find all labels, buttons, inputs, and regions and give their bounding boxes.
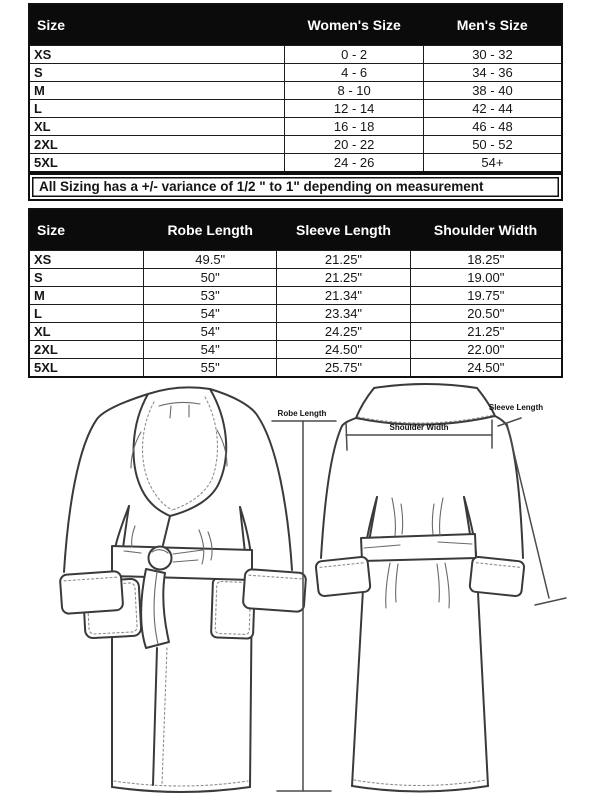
value-cell: 53" [144, 287, 277, 305]
size-cell: 5XL [29, 154, 285, 173]
shoulder-width-annotation [346, 420, 492, 450]
value-cell: 21.34" [277, 287, 410, 305]
table-row [29, 136, 562, 154]
value-cell: 24.50" [410, 359, 562, 378]
size-cell: S [29, 64, 285, 82]
size-cell: M [29, 287, 144, 305]
table-row [29, 305, 562, 323]
value-cell: 23.34" [277, 305, 410, 323]
size-cell: M [29, 82, 285, 100]
table-row [29, 251, 562, 269]
value-cell: 54+ [423, 154, 562, 173]
robe-measurements-table [28, 208, 563, 378]
value-cell: 54" [144, 323, 277, 341]
value-cell: 21.25" [410, 323, 562, 341]
value-cell: 8 - 10 [285, 82, 424, 100]
sizing-variance-note: All Sizing has a +/- variance of 1/2 " to 1" depending on measurement [28, 173, 563, 201]
value-cell: 50 - 52 [423, 136, 562, 154]
table-row [29, 269, 562, 287]
table-row [29, 341, 562, 359]
table-row [29, 287, 562, 305]
value-cell: 30 - 32 [423, 46, 562, 64]
shoulder-width-label: Shoulder Width [389, 423, 449, 432]
value-cell: 55" [144, 359, 277, 378]
value-cell: 46 - 48 [423, 118, 562, 136]
column-header: Women's Size [285, 4, 424, 46]
value-cell: 20 - 22 [285, 136, 424, 154]
table-row [29, 82, 562, 100]
value-cell: 21.25" [277, 269, 410, 287]
table-row [29, 323, 562, 341]
size-cell: S [29, 269, 144, 287]
value-cell: 49.5" [144, 251, 277, 269]
size-cell: L [29, 100, 285, 118]
size-cell: XS [29, 251, 144, 269]
size-conversion-table [28, 3, 563, 173]
value-cell: 24.50" [277, 341, 410, 359]
size-cell: 5XL [29, 359, 144, 378]
value-cell: 34 - 36 [423, 64, 562, 82]
column-header: Size [29, 209, 144, 251]
robe-length-label: Robe Length [277, 409, 327, 418]
value-cell: 12 - 14 [285, 100, 424, 118]
value-cell: 38 - 40 [423, 82, 562, 100]
robe-diagram [0, 380, 600, 800]
size-cell: 2XL [29, 136, 285, 154]
column-header: Size [29, 4, 285, 46]
size-cell: 2XL [29, 341, 144, 359]
value-cell: 42 - 44 [423, 100, 562, 118]
table-row [29, 359, 562, 378]
value-cell: 54" [144, 341, 277, 359]
value-cell: 24 - 26 [285, 154, 424, 173]
sleeve-length-label: Sleeve Length [488, 403, 544, 412]
size-cell: XS [29, 46, 285, 64]
table-row [29, 64, 562, 82]
value-cell: 22.00" [410, 341, 562, 359]
size-cell: L [29, 305, 144, 323]
value-cell: 19.00" [410, 269, 562, 287]
column-header: Robe Length [144, 209, 277, 251]
size-cell: XL [29, 323, 144, 341]
table-header-row [29, 209, 562, 251]
value-cell: 20.50" [410, 305, 562, 323]
value-cell: 25.75" [277, 359, 410, 378]
table-row [29, 46, 562, 64]
column-header: Men's Size [423, 4, 562, 46]
value-cell: 16 - 18 [285, 118, 424, 136]
front-robe-drawing [60, 387, 307, 792]
value-cell: 0 - 2 [285, 46, 424, 64]
size-cell: XL [29, 118, 285, 136]
column-header: Shoulder Width [410, 209, 562, 251]
table-header-row [29, 4, 562, 46]
table-row [29, 100, 562, 118]
value-cell: 18.25" [410, 251, 562, 269]
value-cell: 50" [144, 269, 277, 287]
column-header: Sleeve Length [277, 209, 410, 251]
value-cell: 54" [144, 305, 277, 323]
value-cell: 24.25" [277, 323, 410, 341]
table-row [29, 154, 562, 173]
value-cell: 21.25" [277, 251, 410, 269]
value-cell: 4 - 6 [285, 64, 424, 82]
table-row [29, 118, 562, 136]
value-cell: 19.75" [410, 287, 562, 305]
